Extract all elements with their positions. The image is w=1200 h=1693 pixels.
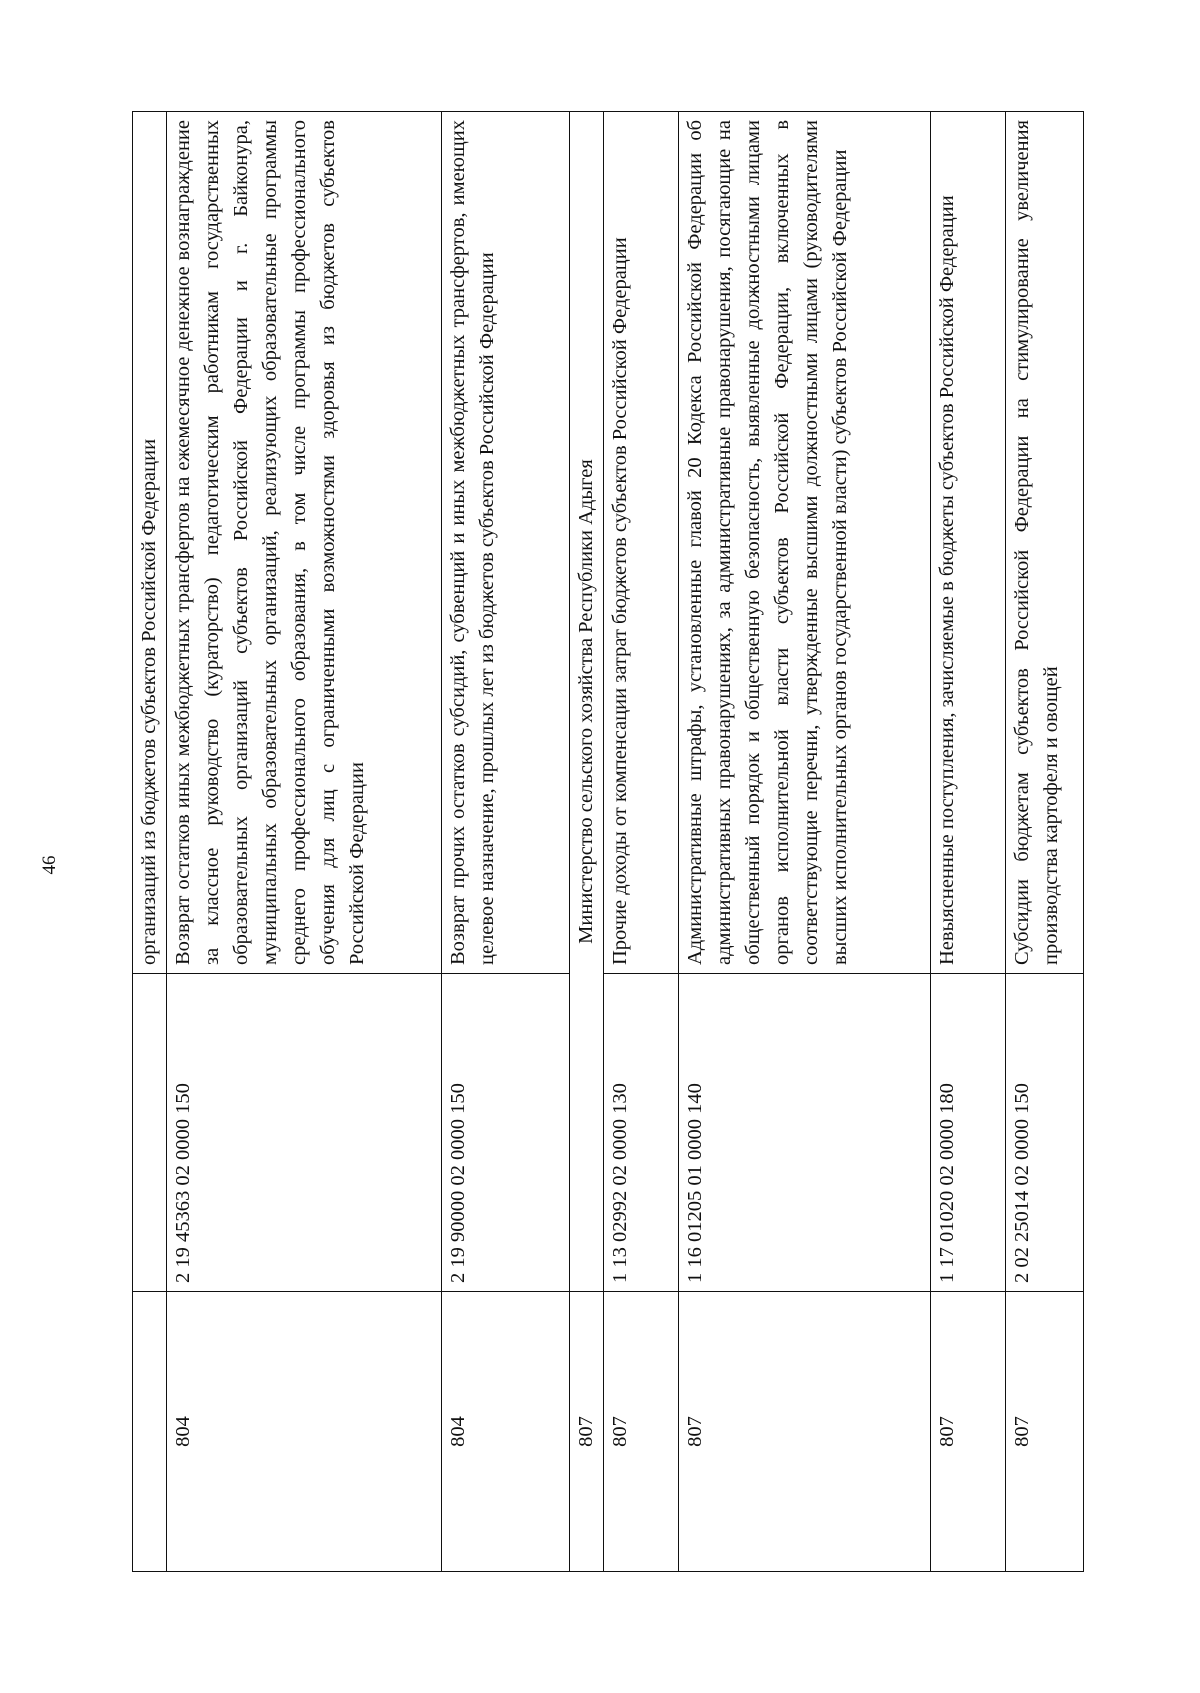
table-row: [442, 112, 570, 1572]
description-cell: Субсидии бюджетам субъектов Российской Федерации на стимулирование увеличения производства картофеля и овощей: [1006, 112, 1084, 974]
admin-code-cell: 807: [931, 1292, 1006, 1572]
admin-code-cell: 807: [679, 1292, 931, 1572]
income-code-cell: 2 19 90000 02 0000 150: [442, 974, 570, 1292]
section-row: [570, 112, 604, 1572]
income-code-cell: 1 16 01205 01 0000 140: [679, 974, 931, 1292]
rotated-page: [132, 112, 1172, 1572]
admin-code-cell: [133, 1292, 167, 1572]
description-cell: Прочие доходы от компенсации затрат бюджетов субъектов Российской Федерации: [604, 112, 679, 974]
admin-code-cell: 807: [570, 1292, 604, 1572]
admin-code-cell: 807: [604, 1292, 679, 1572]
table-row: [167, 112, 442, 1572]
table-row: [1006, 112, 1084, 1572]
page-number: 46: [39, 855, 60, 875]
income-code-cell: 2 19 45363 02 0000 150: [167, 974, 442, 1292]
description-cell: организаций из бюджетов субъектов Российской Федерации: [133, 112, 167, 974]
table-row: [679, 112, 931, 1572]
description-cell: Возврат остатков иных межбюджетных трансфертов на ежемесячное денежное вознаграждение за классное руководство (кураторство) педагогическим работникам государственных образовательных организаций субъектов Российской Федерации и г. Байконура, муниципальных образовательных организаций, реализующих образовательные программы среднего профессионального образования, в том числе программы профессионального обучения для лиц с ограниченными возможностями здоровья из бюджетов субъектов Российской Федерации: [167, 112, 442, 974]
admin-code-cell: 804: [167, 1292, 442, 1572]
income-code-cell: [133, 974, 167, 1292]
table-body: [133, 112, 1084, 1572]
description-cell: Административные штрафы, установленные главой 20 Кодекса Российской Федерации об административных правонарушениях, за административные правонарушения, посягающие на общественный порядок и общественную безопасность, выявленные должностными лицами органов исполнительной власти субъектов Российской Федерации, включенных в соответствующие перечни, утвержденные высшими должностными лицами (руководителями высших исполнительных органов государственной власти) субъектов Российской Федерации: [679, 112, 931, 974]
income-code-cell: 1 13 02992 02 0000 130: [604, 974, 679, 1292]
table-row: [133, 112, 167, 1572]
description-cell: Невыясненные поступления, зачисляемые в бюджеты субъектов Российской Федерации: [931, 112, 1006, 974]
admin-code-cell: 807: [1006, 1292, 1084, 1572]
income-code-cell: 1 17 01020 02 0000 180: [931, 974, 1006, 1292]
section-title-cell: Министерство сельского хозяйства Республики Адыгея: [570, 112, 604, 1292]
admin-code-cell: 804: [442, 1292, 570, 1572]
description-cell: Возврат прочих остатков субсидий, субвенций и иных межбюджетных трансфертов, имеющих целевое назначение, прошлых лет из бюджетов субъектов Российской Федерации: [442, 112, 570, 974]
income-codes-table: [132, 111, 1084, 1572]
income-code-cell: 2 02 25014 02 0000 150: [1006, 974, 1084, 1292]
table-row: [931, 112, 1006, 1572]
table-row: [604, 112, 679, 1572]
